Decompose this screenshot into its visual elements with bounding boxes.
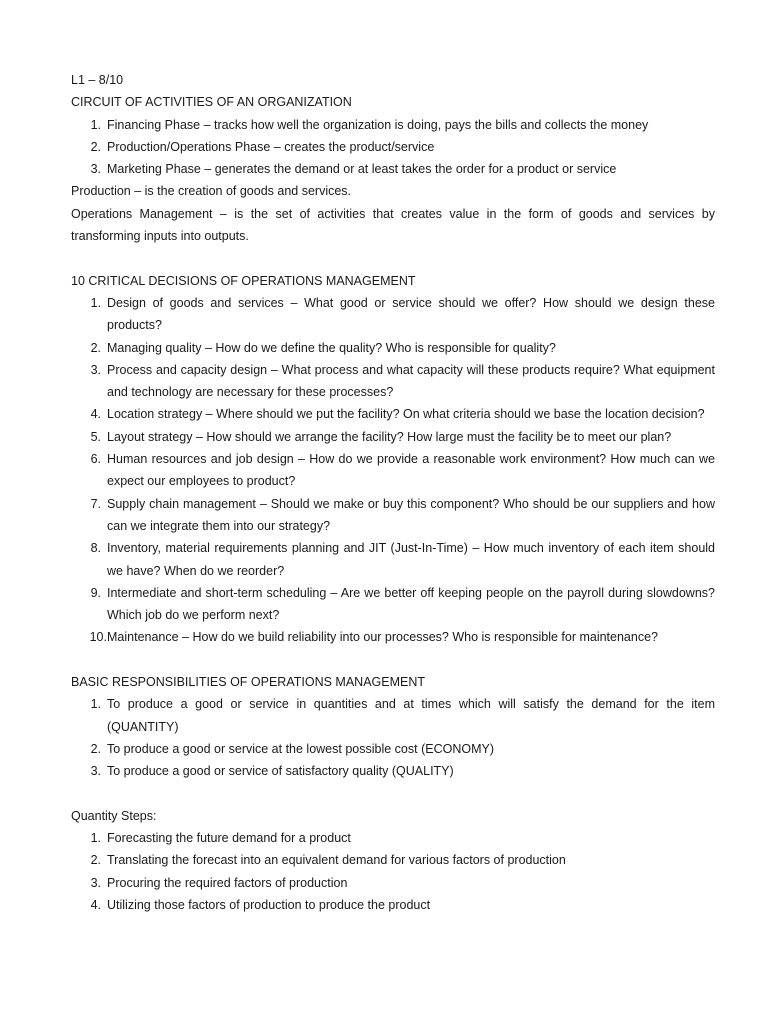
- list-number: 10.: [89, 630, 107, 645]
- section4-list: [71, 827, 715, 916]
- section1-heading: CIRCUIT OF ACTIVITIES OF AN ORGANIZATION: [71, 95, 352, 110]
- section2-list: [71, 292, 715, 649]
- section3-list: [71, 693, 715, 782]
- list-text: Managing quality – How do we define the quality? Who is responsible for quality?: [107, 340, 556, 355]
- list-number: 8.: [90, 541, 101, 556]
- list-item: [71, 693, 715, 738]
- list-text: Inventory, material requirements planning and JIT (Just-In-Time) – How much inventory of each item should we have? When do we reorder?: [107, 541, 715, 578]
- list-item: [71, 158, 715, 180]
- list-number: 1.: [90, 697, 101, 712]
- list-number: 3.: [90, 162, 101, 177]
- section3-heading: BASIC RESPONSIBILITIES OF OPERATIONS MANAGEMENT: [71, 675, 425, 690]
- list-number: 4.: [90, 897, 101, 912]
- list-number: 3.: [90, 764, 101, 779]
- list-item: [71, 537, 715, 582]
- list-text: Utilizing those factors of production to produce the product: [107, 897, 431, 912]
- list-text: Location strategy – Where should we put the facility? On what criteria should we base the location decision?: [107, 407, 705, 422]
- list-item: [71, 136, 715, 158]
- section2-heading: 10 CRITICAL DECISIONS OF OPERATIONS MANAGEMENT: [71, 273, 416, 288]
- list-text: Maintenance – How do we build reliability into our processes? Who is responsible for maintenance?: [107, 630, 658, 645]
- list-text: Procuring the required factors of production: [107, 875, 348, 890]
- list-text: Production/Operations Phase – creates the product/service: [107, 139, 435, 154]
- list-text: Human resources and job design – How do we provide a reasonable work environment? How much can we expect our employees to product?: [107, 452, 715, 489]
- list-item: [71, 626, 715, 648]
- list-text: Forecasting the future demand for a product: [107, 831, 351, 846]
- production-definition: Production – is the creation of goods and services.: [71, 184, 352, 199]
- list-number: 6.: [90, 452, 101, 467]
- list-item: [71, 760, 715, 782]
- list-item: [71, 849, 715, 871]
- list-text: Layout strategy – How should we arrange the facility? How large must the facility be to meet our plan?: [107, 429, 672, 444]
- list-number: 2.: [90, 741, 101, 756]
- list-text: Marketing Phase – generates the demand or at least takes the order for a product or service: [107, 162, 617, 177]
- spacer: [71, 247, 715, 269]
- list-text: Design of goods and services – What good or service should we offer? How should we design these products?: [107, 295, 715, 333]
- list-item: [71, 872, 715, 894]
- list-number: 2.: [90, 139, 101, 154]
- spacer: [71, 783, 715, 805]
- list-text: To produce a good or service of satisfactory quality (QUALITY): [107, 764, 454, 779]
- list-number: 2.: [90, 853, 101, 868]
- list-item: [71, 292, 715, 337]
- spacer: [71, 649, 715, 671]
- list-number: 3.: [90, 875, 101, 890]
- list-number: 9.: [90, 585, 101, 600]
- list-item: [71, 738, 715, 760]
- list-text: Process and capacity design – What process and what capacity will these products require? What equipment and technology are necessary for these processes?: [107, 362, 715, 400]
- list-item: [71, 114, 715, 136]
- list-item: [71, 448, 715, 493]
- list-text: To produce a good or service in quantities and at times which will satisfy the demand for the item (QUANTITY): [107, 697, 715, 734]
- list-text: Intermediate and short-term scheduling – Are we better off keeping people on the payroll during slowdowns? Which job do we perform next?: [107, 585, 715, 623]
- list-number: 1.: [90, 831, 101, 846]
- list-item: [71, 582, 715, 627]
- document-page: [71, 69, 715, 916]
- list-item: [71, 426, 715, 448]
- list-text: Supply chain management – Should we make or buy this component? Who should be our suppliers and how can we integrate them into our strategy?: [107, 496, 715, 533]
- list-item: [71, 403, 715, 425]
- list-item: [71, 493, 715, 538]
- list-number: 3.: [90, 362, 101, 377]
- list-text: Financing Phase – tracks how well the organization is doing, pays the bills and collects the money: [107, 117, 649, 132]
- list-number: 2.: [90, 340, 101, 355]
- list-item: [71, 894, 715, 916]
- list-item: [71, 827, 715, 849]
- section4-heading: Quantity Steps:: [71, 808, 157, 823]
- list-number: 7.: [90, 496, 101, 511]
- list-item: [71, 337, 715, 359]
- list-number: 4.: [90, 407, 101, 422]
- list-number: 1.: [90, 117, 101, 132]
- operations-management-definition: Operations Management – is the set of activities that creates value in the form of goods and services by transforming inputs into outputs.: [71, 206, 715, 244]
- list-text: Translating the forecast into an equivalent demand for various factors of production: [107, 853, 566, 868]
- list-number: 5.: [90, 429, 101, 444]
- date-line: L1 – 8/10: [71, 73, 124, 87]
- section1-list: [71, 114, 715, 181]
- list-number: 1.: [90, 295, 101, 310]
- list-item: [71, 359, 715, 404]
- list-text: To produce a good or service at the lowest possible cost (ECONOMY): [107, 741, 494, 756]
